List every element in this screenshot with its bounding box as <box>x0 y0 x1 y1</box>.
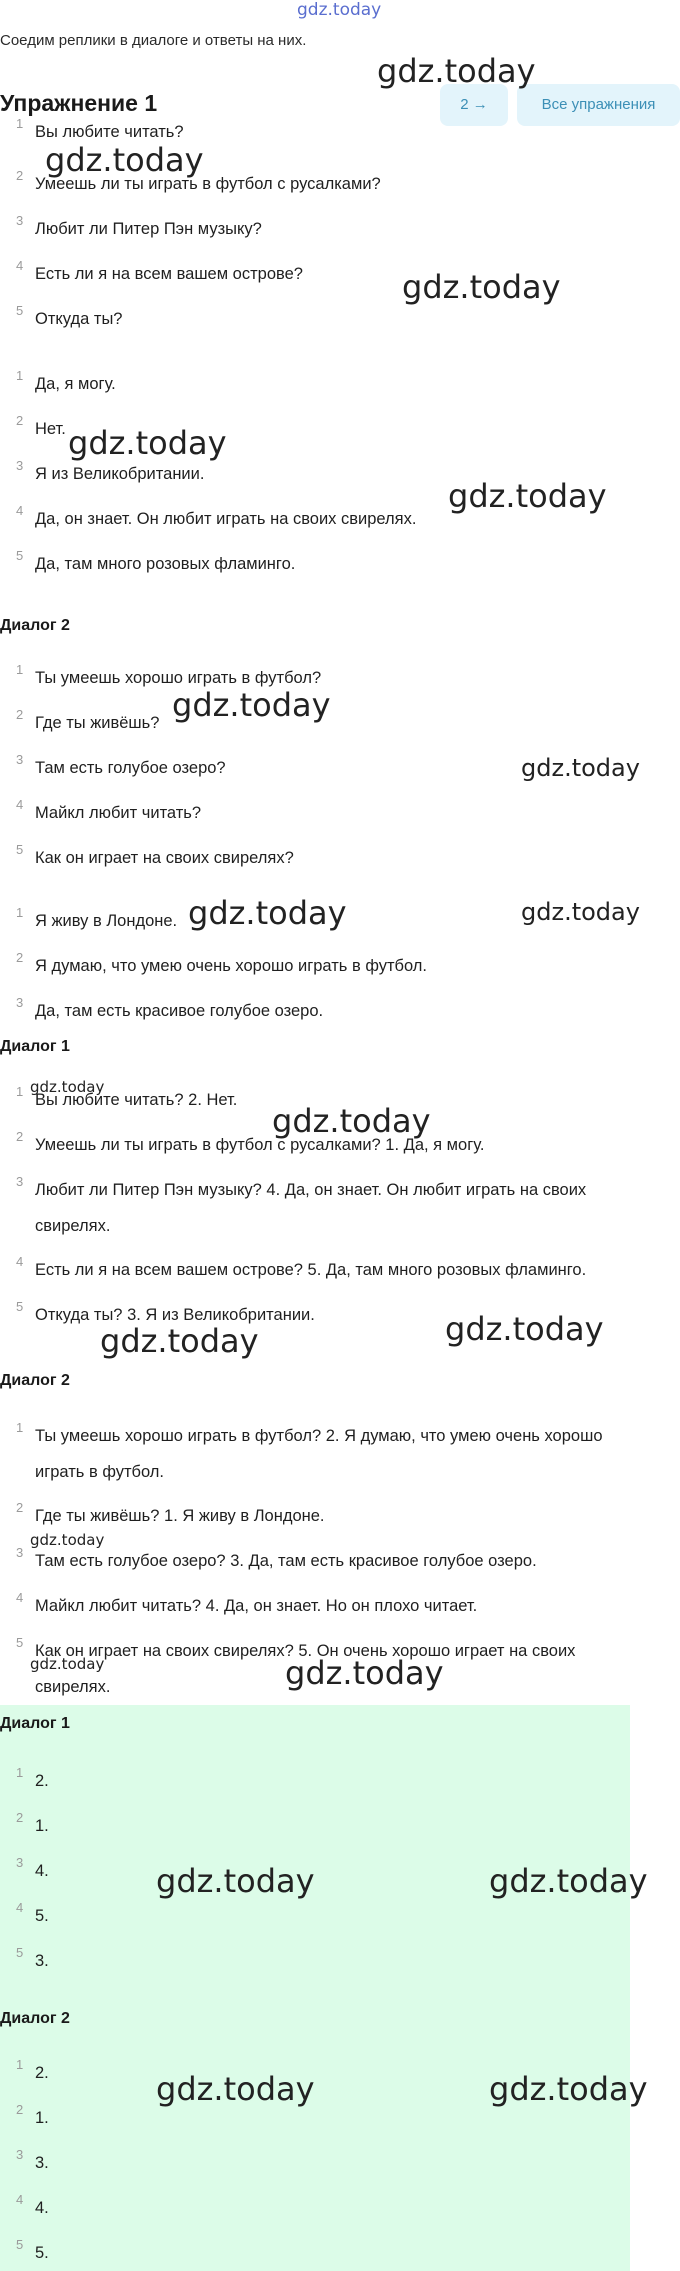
item-text: Любит ли Питер Пэн музыку? 4. Да, он знает. Он любит играть на своих свирелях. <box>35 1181 587 1235</box>
watermark-text: gdz.today <box>402 268 561 306</box>
list-item <box>0 501 640 537</box>
item-text: Я живу в Лондоне. <box>35 912 178 930</box>
item-text: Умеешь ли ты играть в футбол с русалками? 1. Да, я могу. <box>35 1136 485 1154</box>
list-item <box>0 2055 640 2091</box>
item-text: 4. <box>35 2199 49 2217</box>
watermark-text: gdz.today <box>272 1102 431 1140</box>
site-logo[interactable]: gdz.today <box>297 0 382 20</box>
watermark-text: gdz.today <box>30 1655 105 1673</box>
list-item <box>0 1763 640 1799</box>
watermark-text: gdz.today <box>489 2070 648 2108</box>
list-item <box>0 456 640 492</box>
item-number: 4 <box>16 1900 24 1915</box>
item-number: 4 <box>16 1590 24 1605</box>
dialog1-answers <box>0 366 680 586</box>
item-text: Да, я могу. <box>35 375 116 393</box>
watermark-text: gdz.today <box>172 686 331 724</box>
item-text: 1. <box>35 1817 49 1835</box>
list-item <box>0 1898 640 1934</box>
watermark-text: gdz.today <box>30 1078 105 1096</box>
list-item <box>0 1853 640 1889</box>
list-item <box>0 750 640 786</box>
watermark-text: gdz.today <box>68 424 227 462</box>
item-number: 2 <box>16 1129 24 1144</box>
translation-dialog2-heading: Диалог 2 <box>0 1372 70 1389</box>
list-item <box>0 1297 640 1333</box>
item-text: 1. <box>35 2109 49 2127</box>
list-item <box>0 1172 640 1244</box>
item-text: Где ты живёшь? <box>35 714 160 732</box>
item-text: Я думаю, что умею очень хорошо играть в футбол. <box>35 957 427 975</box>
item-number: 3 <box>16 458 24 473</box>
item-text: Есть ли я на всем вашем острове? 5. Да, там много розовых фламинго. <box>35 1261 587 1279</box>
item-text: 2. <box>35 2064 49 2082</box>
list-item <box>0 366 640 402</box>
item-text: Я из Великобритании. <box>35 465 205 483</box>
item-text: 5. <box>35 2244 49 2262</box>
item-number: 2 <box>16 2102 24 2117</box>
next-exercise-button[interactable]: 2 → <box>440 84 508 126</box>
item-number: 2 <box>16 1500 24 1515</box>
item-text: Как он играет на своих свирелях? <box>35 849 294 867</box>
item-number: 1 <box>16 1420 24 1435</box>
item-text: Откуда ты? 3. Я из Великобритании. <box>35 1306 315 1324</box>
item-number: 2 <box>16 413 24 428</box>
item-number: 1 <box>16 116 24 131</box>
item-text: Да, там есть красивое голубое озеро. <box>35 1002 324 1020</box>
item-text: Майкл любит читать? 4. Да, он знает. Но он плохо читает. <box>35 1597 478 1615</box>
item-number: 1 <box>16 2057 24 2072</box>
translation-dialog2 <box>0 1418 680 1708</box>
answers-block <box>0 1705 630 2271</box>
list-item <box>0 948 640 984</box>
item-text: Ты умеешь хорошо играть в футбол? <box>35 669 322 687</box>
list-item <box>0 166 640 202</box>
item-number: 1 <box>16 368 24 383</box>
item-number: 5 <box>16 1299 24 1314</box>
list-item <box>0 903 640 939</box>
list-item <box>0 1082 640 1118</box>
list-item <box>0 840 640 876</box>
item-text: Там есть голубое озеро? <box>35 759 226 777</box>
item-number: 5 <box>16 2237 24 2252</box>
list-item <box>0 411 640 447</box>
item-text: Любит ли Питер Пэн музыку? <box>35 220 262 238</box>
answers-dialog2-heading: Диалог 2 <box>0 2010 70 2027</box>
watermark-text: gdz.today <box>448 477 607 515</box>
list-item <box>0 2145 640 2181</box>
translation-dialog1 <box>0 1082 680 1352</box>
item-text: Вы любите читать? <box>35 123 184 141</box>
exercise-intro: Соедим реплики в диалоге и ответы на них. <box>0 32 307 49</box>
item-text: 4. <box>35 1862 49 1880</box>
list-item <box>0 660 640 696</box>
item-number: 1 <box>16 905 24 920</box>
exercise-title: Упражнение 1 <box>0 90 158 116</box>
watermark-text: gdz.today <box>521 754 640 782</box>
item-number: 4 <box>16 1254 24 1269</box>
watermark-text: gdz.today <box>377 52 536 90</box>
item-number: 5 <box>16 548 24 563</box>
item-number: 4 <box>16 503 24 518</box>
list-item <box>0 2235 640 2271</box>
item-number: 1 <box>16 1084 24 1099</box>
dialog1-questions <box>0 116 680 338</box>
item-number: 5 <box>16 1945 24 1960</box>
list-item <box>0 795 640 831</box>
list-item <box>0 1633 640 1705</box>
item-text: 2. <box>35 1772 49 1790</box>
item-number: 3 <box>16 213 24 228</box>
item-text: Откуда ты? <box>35 310 123 328</box>
item-text: Нет. <box>35 420 66 438</box>
list-item <box>0 1588 640 1624</box>
dialog2-answers <box>0 903 680 1033</box>
item-text: Как он играет на своих свирелях? 5. Он очень хорошо играет на своих свирелях. <box>35 1642 576 1696</box>
list-item <box>0 256 640 292</box>
item-number: 3 <box>16 995 24 1010</box>
watermark-text: gdz.today <box>489 1862 648 1900</box>
item-number: 3 <box>16 1855 24 1870</box>
item-number: 2 <box>16 168 24 183</box>
watermark-text: gdz.today <box>45 141 204 179</box>
watermark-text: gdz.today <box>445 1310 604 1348</box>
item-number: 5 <box>16 1635 24 1650</box>
watermark-text: gdz.today <box>156 2070 315 2108</box>
list-item <box>0 301 640 337</box>
item-text: Ты умеешь хорошо играть в футбол? 2. Я думаю, что умею очень хорошо играть в футбол. <box>35 1427 603 1481</box>
list-item <box>0 1943 640 1979</box>
item-number: 2 <box>16 1810 24 1825</box>
item-number: 1 <box>16 662 24 677</box>
item-number: 1 <box>16 1765 24 1780</box>
item-text: 3. <box>35 2154 49 2172</box>
list-item <box>0 1418 640 1490</box>
item-number: 3 <box>16 2147 24 2162</box>
item-text: Где ты живёшь? 1. Я живу в Лондоне. <box>35 1507 325 1525</box>
item-number: 3 <box>16 1174 24 1189</box>
list-item <box>0 1498 640 1534</box>
item-text: Да, там много розовых фламинго. <box>35 555 296 573</box>
item-text: 5. <box>35 1907 49 1925</box>
watermark-text: gdz.today <box>100 1322 259 1360</box>
item-number: 4 <box>16 258 24 273</box>
list-item <box>0 993 640 1029</box>
list-item <box>0 116 640 164</box>
item-text: Да, он знает. Он любит играть на своих свирелях. <box>35 510 417 528</box>
dialog2-questions <box>0 660 680 880</box>
watermark-text: gdz.today <box>285 1654 444 1692</box>
item-number: 2 <box>16 950 24 965</box>
item-number: 2 <box>16 707 24 722</box>
dialog2-heading: Диалог 2 <box>0 617 70 634</box>
watermark-text: gdz.today <box>521 898 640 926</box>
item-text: Там есть голубое озеро? 3. Да, там есть красивое голубое озеро. <box>35 1552 537 1570</box>
item-text: Умеешь ли ты играть в футбол с русалками? <box>35 175 381 193</box>
list-item <box>0 546 640 582</box>
item-text: Есть ли я на всем вашем острове? <box>35 265 303 283</box>
item-number: 5 <box>16 842 24 857</box>
all-exercises-button[interactable]: Все упражнения <box>517 84 680 126</box>
translation-dialog1-heading: Диалог 1 <box>0 1038 70 1055</box>
item-text: Майкл любит читать? <box>35 804 202 822</box>
list-item <box>0 1543 640 1579</box>
item-number: 3 <box>16 752 24 767</box>
list-item <box>0 1808 640 1844</box>
item-text: 3. <box>35 1952 49 1970</box>
item-text: Вы любите читать? 2. Нет. <box>35 1091 238 1109</box>
list-item <box>0 2190 640 2226</box>
list-item <box>0 1127 640 1163</box>
watermark-text: gdz.today <box>30 1531 105 1549</box>
list-item <box>0 705 640 741</box>
item-number: 4 <box>16 2192 24 2207</box>
item-number: 3 <box>16 1545 24 1560</box>
list-item <box>0 211 640 247</box>
watermark-text: gdz.today <box>156 1862 315 1900</box>
list-item <box>0 2100 640 2136</box>
item-number: 5 <box>16 303 24 318</box>
item-number: 4 <box>16 797 24 812</box>
answers-dialog1-heading: Диалог 1 <box>0 1715 70 1732</box>
list-item <box>0 1252 640 1288</box>
watermark-text: gdz.today <box>188 894 347 932</box>
